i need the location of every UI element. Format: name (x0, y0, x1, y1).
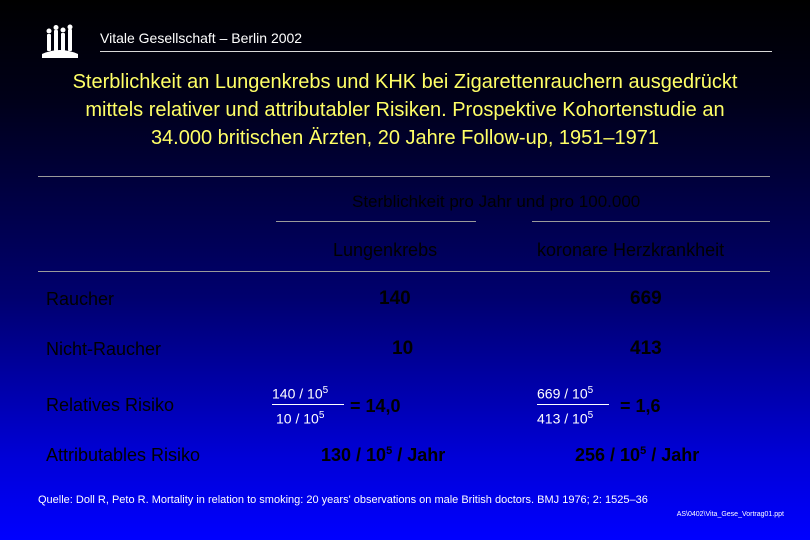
value-raucher-khk: 669 (630, 288, 662, 309)
rr-lungenkrebs-result: = 14,0 (350, 396, 401, 416)
header-divider (100, 51, 772, 52)
value-nichtraucher-lungenkrebs: 10 (392, 338, 414, 359)
rr-lungenkrebs-denominator: $10 / 10^5$ (276, 410, 325, 427)
group-header-rule-left (276, 221, 476, 222)
column-header-lungenkrebs: Lungenkrebs (333, 240, 438, 260)
value-nichtraucher-khk: 413 (630, 338, 662, 359)
organization-logo (38, 24, 82, 60)
group-header-rule-right (532, 221, 770, 222)
header-org-line: Vitale Gesellschaft – Berlin 2002 (100, 30, 303, 46)
rr-khk-denominator: $413 / 10^5$ (537, 410, 594, 427)
title-line-3: 34.000 britischen Ärzten, 20 Jahre Follow-up, 1951–1971 (150, 127, 660, 149)
title-line-2: mittels relativer und attributabler Risiken. Prospektive Kohortenstudie an (85, 99, 725, 121)
column-header-rule (38, 271, 770, 272)
row-label-relatives-risiko: Relatives Risiko (46, 395, 175, 415)
column-header-khk: koronare Herzkrankheit (537, 240, 725, 260)
rr-khk-result: = 1,6 (620, 396, 661, 416)
value-raucher-lungenkrebs: 140 (379, 288, 411, 309)
ar-lungenkrebs: $130 / 10^5$ / Jahr (321, 445, 446, 465)
table-top-rule (38, 176, 770, 177)
group-header: Sterblichkeit pro Jahr und pro 100.000 (352, 192, 641, 211)
rr-lungenkrebs-numerator: $140 / 10^5$ (272, 385, 329, 402)
row-label-attributables-risiko: Attributables Risiko (46, 445, 201, 465)
ar-khk: $256 / 10^5$ / Jahr (575, 445, 700, 465)
rr-khk-numerator: $669 / 10^5$ (537, 385, 594, 402)
row-label-raucher: Raucher (46, 289, 115, 309)
title-line-1: Sterblichkeit an Lungenkrebs und KHK bei Zigarettenrauchern ausgedrückt (72, 71, 738, 93)
row-label-nicht-raucher: Nicht-Raucher (46, 339, 162, 359)
file-identifier: AS\0402\Vita_Gese_Vortrag01.ppt (676, 511, 784, 518)
slide-title (0, 68, 810, 152)
rr-lungenkrebs-fraction-bar (272, 404, 344, 405)
rr-khk-fraction-bar (537, 404, 609, 405)
source-citation: Quelle: Doll R, Peto R. Mortality in relation to smoking: 20 years' observations on male British doctors. BMJ 1976; 2: 1525–36 (38, 494, 648, 506)
